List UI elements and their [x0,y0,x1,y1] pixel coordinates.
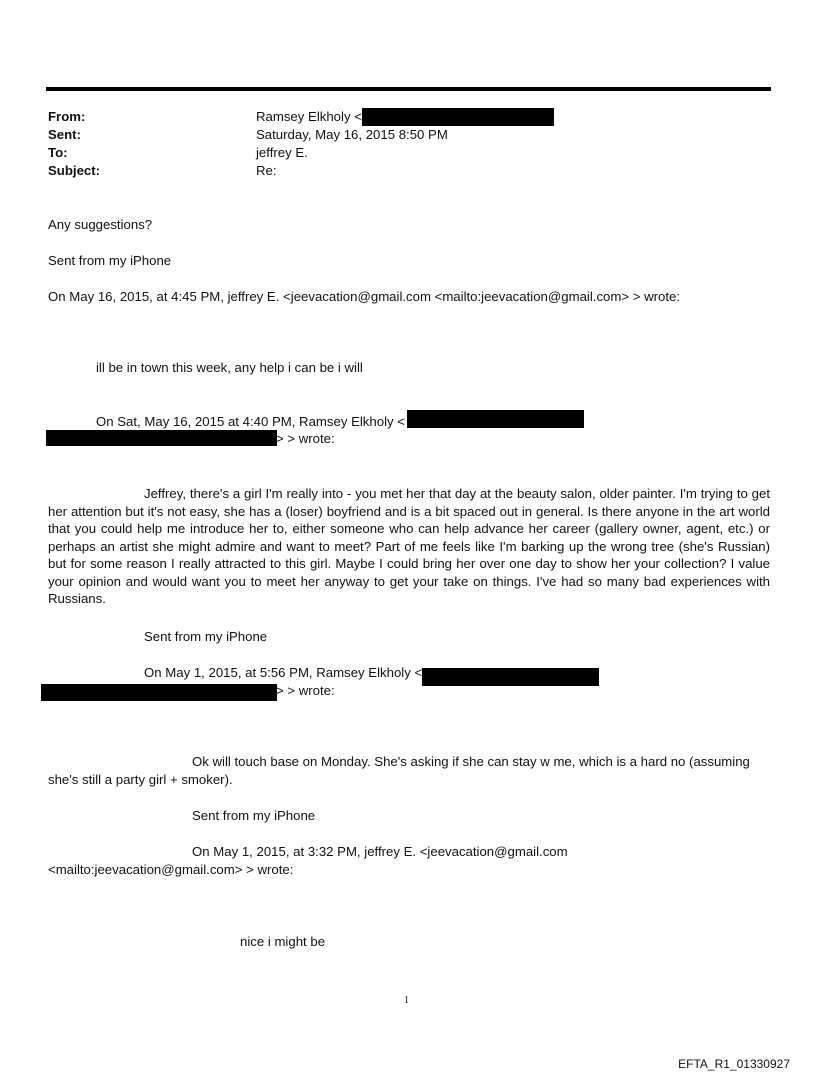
quote3-intro-b: > > wrote: [276,683,335,698]
quote3-intro-a: On May 1, 2015, at 5:56 PM, Ramsey Elkholy < [144,665,423,680]
subject-value: Re: [256,163,277,178]
header-rule [46,87,771,91]
page-number: 1 [404,995,409,1006]
quote2-sent-from: Sent from my iPhone [144,629,268,644]
sent-value: Saturday, May 16, 2015 8:50 PM [256,127,448,142]
quote2-paragraph: Jeffrey, there's a girl I'm really into - you met her that day at the beauty salon, older painter. I'm trying to get her attention but it's not easy, she has a (loser) boyfriend and is a bit spaced out in general. Is there anyone in the art world that you could help me introduce her to, either someone who can help advance her career (gallery owner, agent, etc.) or perhaps an artist she might admire and want to meet? Part of me feels like I'm barking up the wrong tree (she's Russian) but for some reason I really attracted to this girl. Maybe I could bring her over one day to show her your collection? I value your opinion and would want you to meet her anyway to get your take on things. I've had so many bad experiences with Russians. [48,486,770,606]
subject-label: Subject: [48,163,101,178]
to-label: To: [48,145,68,160]
quote4-intro-b: <mailto:jeevacation@gmail.com> > wrote: [48,862,294,877]
quote1-text: ill be in town this week, any help i can be i will [96,360,363,375]
document-id: EFTA_R1_01330927 [678,1057,790,1071]
redaction-block [422,668,599,686]
body-line-sent-from: Sent from my iPhone [48,253,172,268]
redaction-block [407,410,584,428]
redaction-block [41,684,277,701]
quote1-intro: On May 16, 2015, at 4:45 PM, jeffrey E. <jeevacation@gmail.com <mailto:jeevacation@gmail.com> > wrote: [48,289,680,304]
from-value: Ramsey Elkholy < [256,109,362,124]
quote4-text: nice i might be [240,934,326,949]
quote4-intro-a: On May 1, 2015, at 3:32 PM, jeffrey E. <jeevacation@gmail.com [192,844,568,859]
from-label: From: [48,109,86,124]
body-line-suggestions: Any suggestions? [48,217,153,232]
to-value: jeffrey E. [256,145,308,160]
quote2-intro-b: > > wrote: [276,431,335,446]
quote3-paragraph: Ok will touch base on Monday. She's asking if she can stay w me, which is a hard no (assuming she's still a party girl + smoker). [48,754,750,787]
quote2-intro-a: On Sat, May 16, 2015 at 4:40 PM, Ramsey Elkholy < [96,414,405,429]
redaction-block [46,430,277,446]
quote3-sent-from: Sent from my iPhone [192,808,316,823]
redaction-block [362,108,554,126]
sent-label: Sent: [48,127,81,142]
